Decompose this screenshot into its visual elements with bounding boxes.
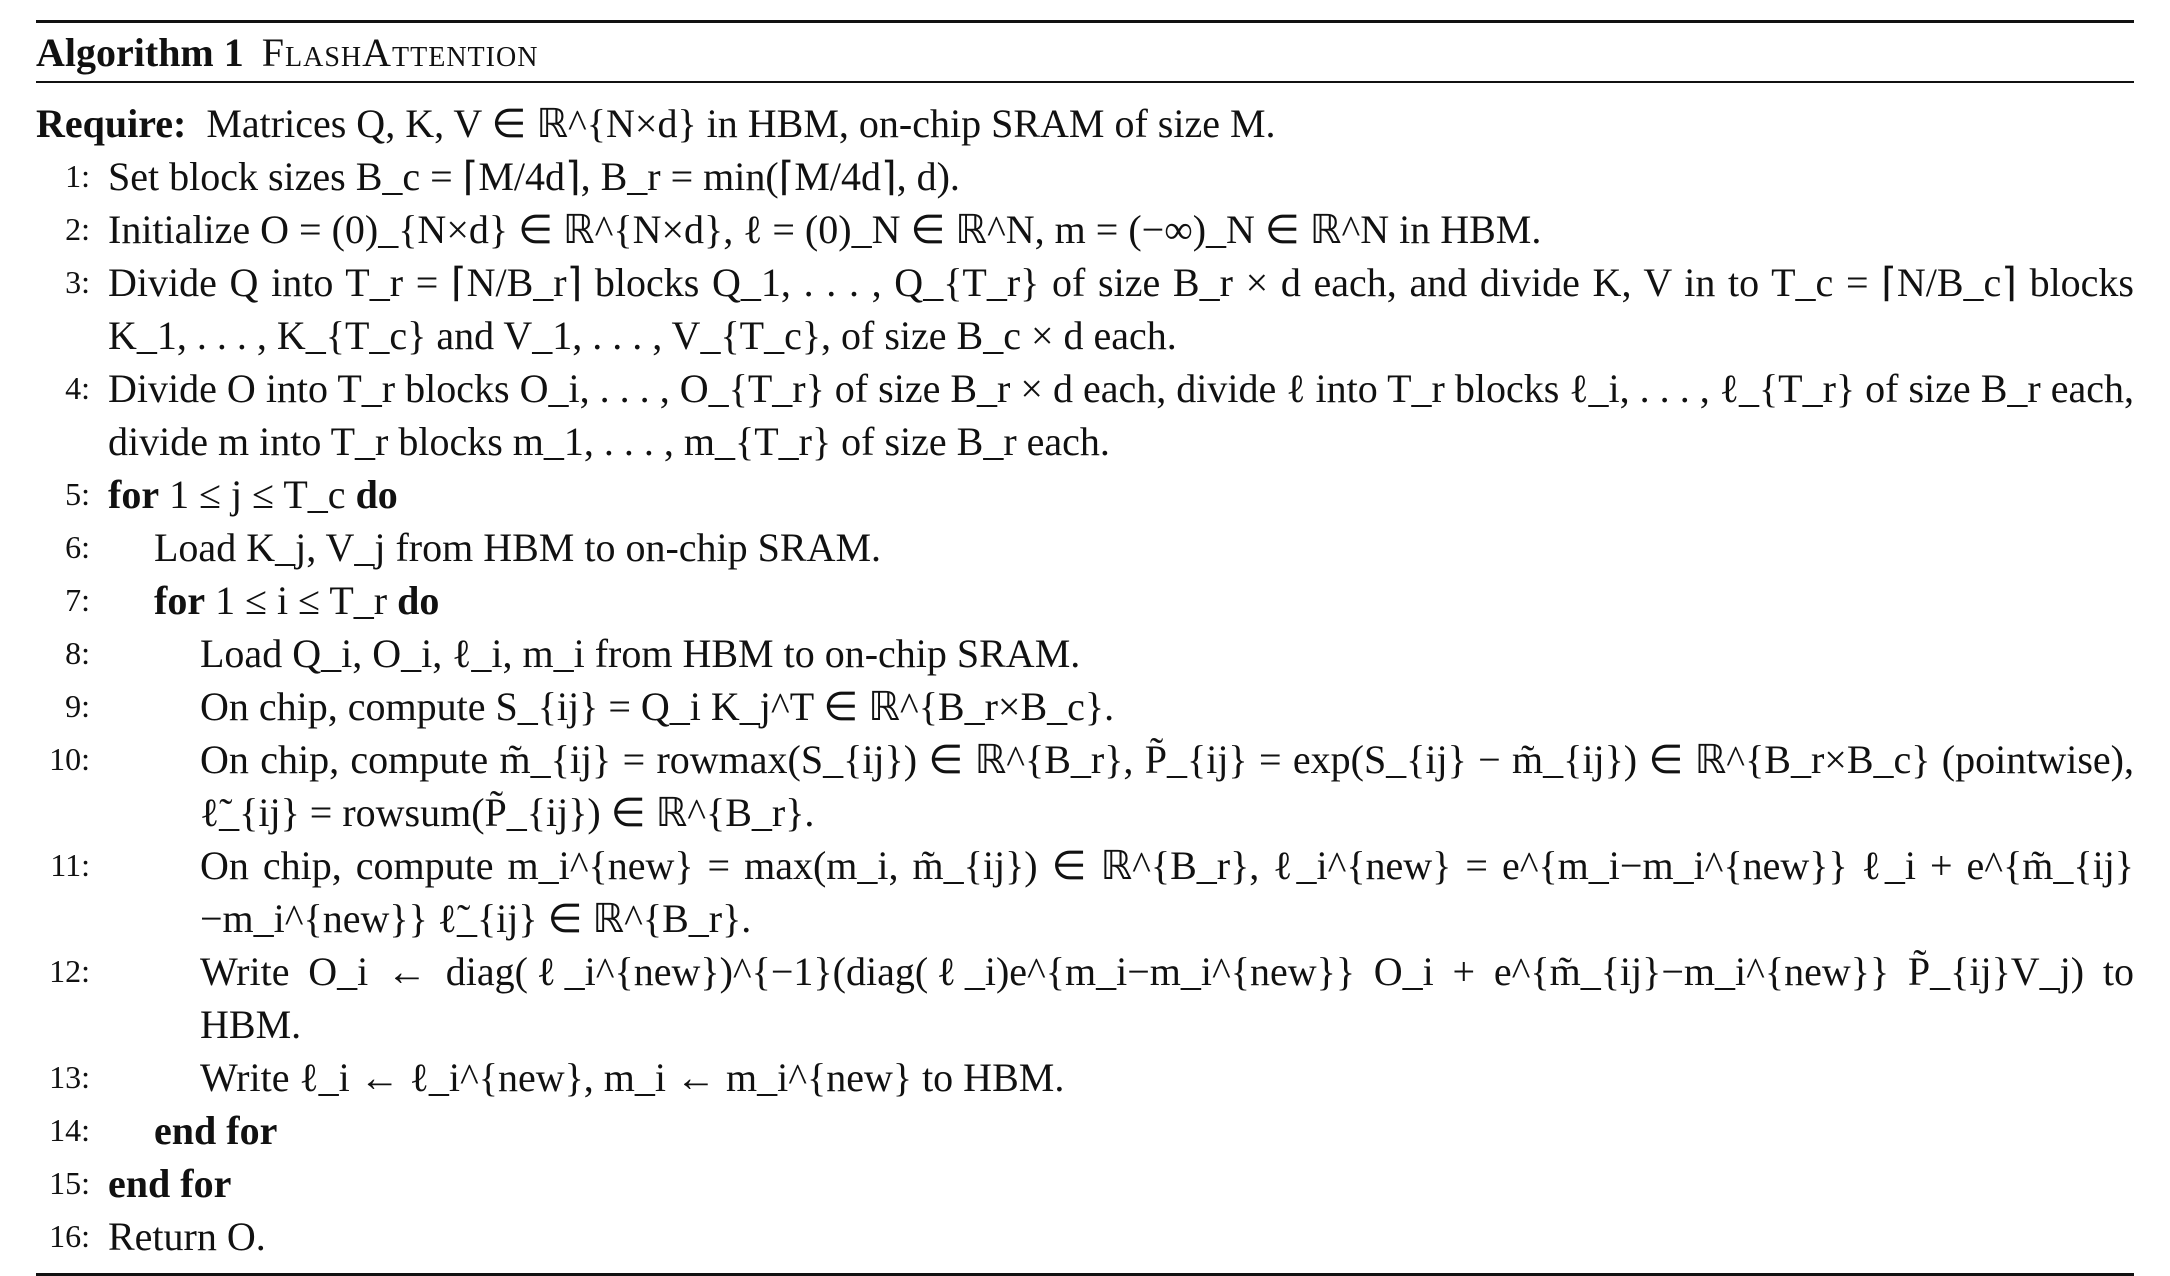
line-content: 1 ≤ j ≤ T_c	[169, 472, 346, 517]
line-keyword: for	[108, 472, 160, 517]
line-keyword: for	[154, 578, 206, 623]
line-text	[108, 680, 2134, 733]
line-number: 7:	[65, 582, 90, 618]
line-keyword-after: do	[355, 472, 398, 517]
algorithm-line	[36, 468, 2134, 521]
line-content: Divide O into T_r blocks O_i, . . . , O_{T_r} of size B_r × d each, divide ℓ into T_r blocks ℓ_i, . . . , ℓ_{T_r} of size B_r each, divide m into T_r blocks m_1, . . . , m_{T_r} of size B_r each.	[108, 366, 2134, 464]
line-number: 8:	[65, 635, 90, 671]
line-number: 14:	[49, 1112, 90, 1148]
line-content: On chip, compute m̃_{ij} = rowmax(S_{ij}) ∈ ℝ^{B_r}, P̃_{ij} = exp(S_{ij} − m̃_{ij}) ∈ ℝ^{B_r×B_c} (pointwise), ℓ̃_{ij} = rowsum(P̃_{ij}) ∈ ℝ^{B_r}.	[200, 737, 2134, 835]
line-text	[108, 733, 2134, 839]
algorithm-line	[36, 627, 2134, 680]
line-text	[108, 521, 2134, 574]
line-content: On chip, compute S_{ij} = Q_i K_j^T ∈ ℝ^{B_r×B_c}.	[200, 684, 1115, 729]
algorithm-line	[36, 839, 2134, 945]
algorithm-line	[36, 521, 2134, 574]
line-content: Load Q_i, O_i, ℓ_i, m_i from HBM to on-chip SRAM.	[200, 631, 1081, 676]
line-text	[108, 203, 2134, 256]
line-content: On chip, compute m_i^{new} = max(m_i, m̃_{ij}) ∈ ℝ^{B_r}, ℓ_i^{new} = e^{m_i−m_i^{new}} ℓ_i + e^{m̃_{ij}−m_i^{new}} ℓ̃_{ij} ∈ ℝ^{B_r}.	[200, 843, 2134, 941]
line-text	[108, 1104, 2134, 1157]
line-text	[108, 256, 2134, 362]
line-content: Write ℓ_i ← ℓ_i^{new}, m_i ← m_i^{new} to HBM.	[200, 1055, 1065, 1100]
line-keyword-after: do	[397, 578, 440, 623]
line-content: Load K_j, V_j from HBM to on-chip SRAM.	[154, 525, 882, 570]
algorithm-name: FlashAttention	[261, 29, 539, 75]
line-number: 5:	[65, 476, 90, 512]
require-text: Matrices Q, K, V ∈ ℝ^{N×d} in HBM, on-chip SRAM of size M.	[206, 101, 1276, 146]
algorithm-box	[36, 20, 2134, 1276]
line-number: 11:	[50, 847, 90, 883]
line-number: 2:	[65, 211, 90, 247]
line-keyword: end for	[154, 1108, 278, 1153]
algorithm-line	[36, 1157, 2134, 1210]
line-content: Initialize O = (0)_{N×d} ∈ ℝ^{N×d}, ℓ = (0)_N ∈ ℝ^N, m = (−∞)_N ∈ ℝ^N in HBM.	[108, 207, 1542, 252]
line-text	[108, 945, 2134, 1051]
algorithm-line	[36, 574, 2134, 627]
line-number: 15:	[49, 1165, 90, 1201]
line-text	[108, 1210, 2134, 1263]
algorithm-line	[36, 1051, 2134, 1104]
algorithm-line	[36, 362, 2134, 468]
line-content: Set block sizes B_c = ⌈M/4d⌉, B_r = min(⌈M/4d⌉, d).	[108, 154, 960, 199]
line-number: 4:	[65, 370, 90, 406]
line-text	[108, 1157, 2134, 1210]
line-text	[108, 1051, 2134, 1104]
algorithm-lines	[36, 150, 2134, 1263]
line-text	[108, 574, 2134, 627]
line-text	[108, 839, 2134, 945]
line-text	[108, 627, 2134, 680]
require-keyword: Require:	[36, 101, 187, 146]
line-content: 1 ≤ i ≤ T_r	[215, 578, 388, 623]
line-text	[108, 468, 2134, 521]
line-number: 13:	[49, 1059, 90, 1095]
algorithm-body	[36, 83, 2134, 1263]
line-keyword: end for	[108, 1161, 232, 1206]
algorithm-line	[36, 1210, 2134, 1263]
algorithm-line	[36, 1104, 2134, 1157]
line-number: 10:	[49, 741, 90, 777]
line-text	[108, 150, 2134, 203]
algorithm-line	[36, 680, 2134, 733]
algorithm-line	[36, 945, 2134, 1051]
algorithm-caption	[36, 23, 2134, 81]
algorithm-label: Algorithm 1	[36, 29, 244, 75]
line-number: 16:	[49, 1218, 90, 1254]
algorithm-line	[36, 733, 2134, 839]
algorithm-line	[36, 256, 2134, 362]
line-content: Write O_i ← diag(ℓ_i^{new})^{−1}(diag(ℓ_i)e^{m_i−m_i^{new}} O_i + e^{m̃_{ij}−m_i^{new}} P̃_{ij}V_j) to HBM.	[200, 949, 2134, 1047]
line-number: 3:	[65, 264, 90, 300]
line-number: 6:	[65, 529, 90, 565]
line-number: 9:	[65, 688, 90, 724]
algorithm-line	[36, 203, 2134, 256]
line-content: Divide Q into T_r = ⌈N/B_r⌉ blocks Q_1, . . . , Q_{T_r} of size B_r × d each, and divide K, V in to T_c = ⌈N/B_c⌉ blocks K_1, . . . , K_{T_c} and V_1, . . . , V_{T_c}, of size B_c × d each.	[108, 260, 2134, 358]
line-number: 12:	[49, 953, 90, 989]
line-content: Return O.	[108, 1214, 266, 1259]
algorithm-line	[36, 150, 2134, 203]
line-text	[108, 362, 2134, 468]
require-line	[36, 97, 2134, 150]
line-number: 1:	[65, 158, 90, 194]
